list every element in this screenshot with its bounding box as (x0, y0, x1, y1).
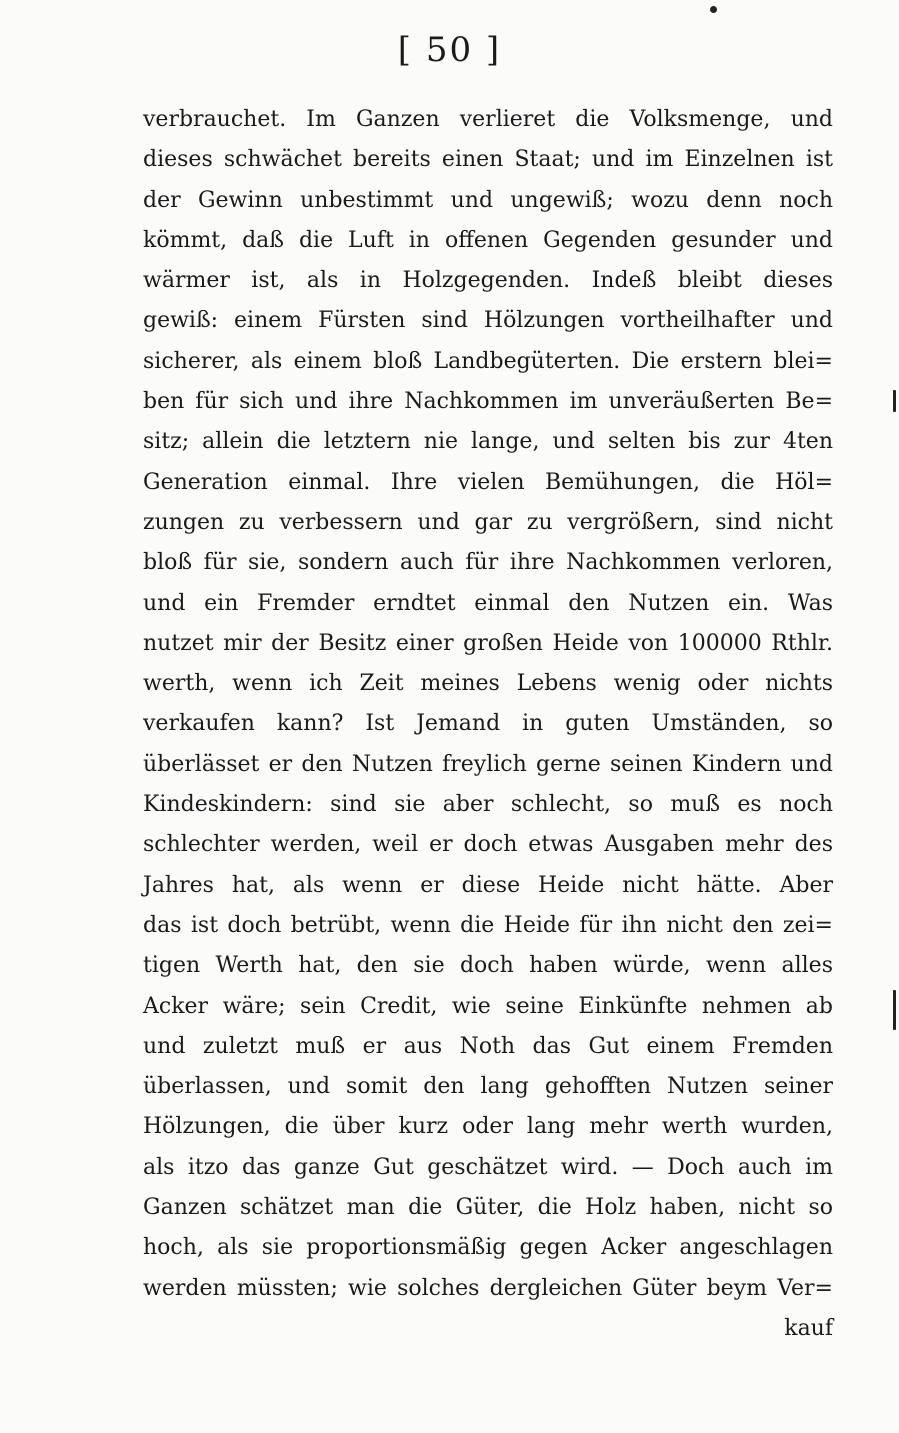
text-line: überlassen, und somit den lang gehofften Nutzen seiner (143, 1074, 833, 1100)
text-line: und zuletzt muß er aus Noth das Gut einem Fremden (143, 1033, 833, 1059)
text-line: kömmt, daß die Luft in offenen Gegenden gesunder und (143, 227, 833, 253)
page-number: [ 50 ] (397, 30, 502, 70)
catchword: kauf (784, 1315, 833, 1341)
text-line: Kindeskindern: sind sie aber schlecht, so muß es noch (143, 792, 833, 818)
ink-speck (710, 6, 717, 13)
text-line: zungen zu verbessern und gar zu vergrößern, sind nicht (143, 509, 833, 535)
text-line: das ist doch betrübt, wenn die Heide für ihn nicht den zei= (143, 912, 833, 938)
text-line: gewiß: einem Fürsten sind Hölzungen vortheilhafter und (143, 308, 833, 334)
text-line: werth, wenn ich Zeit meines Lebens wenig oder nichts (143, 671, 833, 697)
text-line: Hölzungen, die über kurz oder lang mehr werth wurden, (143, 1114, 833, 1140)
text-line: hoch, als sie proportionsmäßig gegen Acker angeschlagen (143, 1235, 833, 1261)
text-line: verkaufen kann? Ist Jemand in guten Umständen, so (143, 711, 833, 737)
text-line: nutzet mir der Besitz einer großen Heide von 100000 Rthlr. (143, 630, 833, 656)
ink-speck (893, 990, 896, 1030)
text-line: tigen Werth hat, den sie doch haben würde, wenn alles (143, 953, 833, 979)
text-line: und ein Fremder erndtet einmal den Nutzen ein. Was (143, 590, 833, 616)
text-line: dieses schwächet bereits einen Staat; und im Einzelnen ist (143, 147, 833, 173)
text-line: Jahres hat, als wenn er diese Heide nicht hätte. Aber (143, 872, 833, 898)
text-line: der Gewinn unbestimmt und ungewiß; wozu denn noch (143, 187, 833, 213)
text-line: bloß für sie, sondern auch für ihre Nachkommen verloren, (143, 550, 833, 576)
body-text (143, 100, 833, 1349)
text-line: wärmer ist, als in Holzgegenden. Indeß bleibt dieses (143, 268, 833, 294)
text-line: sicherer, als einem bloß Landbegüterten. Die erstern blei= (143, 348, 833, 374)
text-line: schlechter werden, weil er doch etwas Ausgaben mehr des (143, 832, 833, 858)
text-line: überlässet er den Nutzen freylich gerne seinen Kindern und (143, 751, 833, 777)
text-line: Ganzen schätzet man die Güter, die Holz haben, nicht so (143, 1195, 833, 1221)
text-line: sitz; allein die letztern nie lange, und selten bis zur 4ten (143, 429, 833, 455)
text-line: werden müssten; wie solches dergleichen Güter beym Ver= (143, 1275, 833, 1301)
text-line: ben für sich und ihre Nachkommen im unveräußerten Be= (143, 389, 833, 415)
text-line: als itzo das ganze Gut geschätzet wird. — Doch auch im (143, 1154, 833, 1180)
text-line: verbrauchet. Im Ganzen verlieret die Volksmenge, und (143, 107, 833, 132)
text-line: Generation einmal. Ihre vielen Bemühungen, die Höl= (143, 469, 833, 495)
text-line: Acker wäre; sein Credit, wie seine Einkünfte nehmen ab (143, 993, 833, 1019)
ink-speck (893, 390, 896, 412)
